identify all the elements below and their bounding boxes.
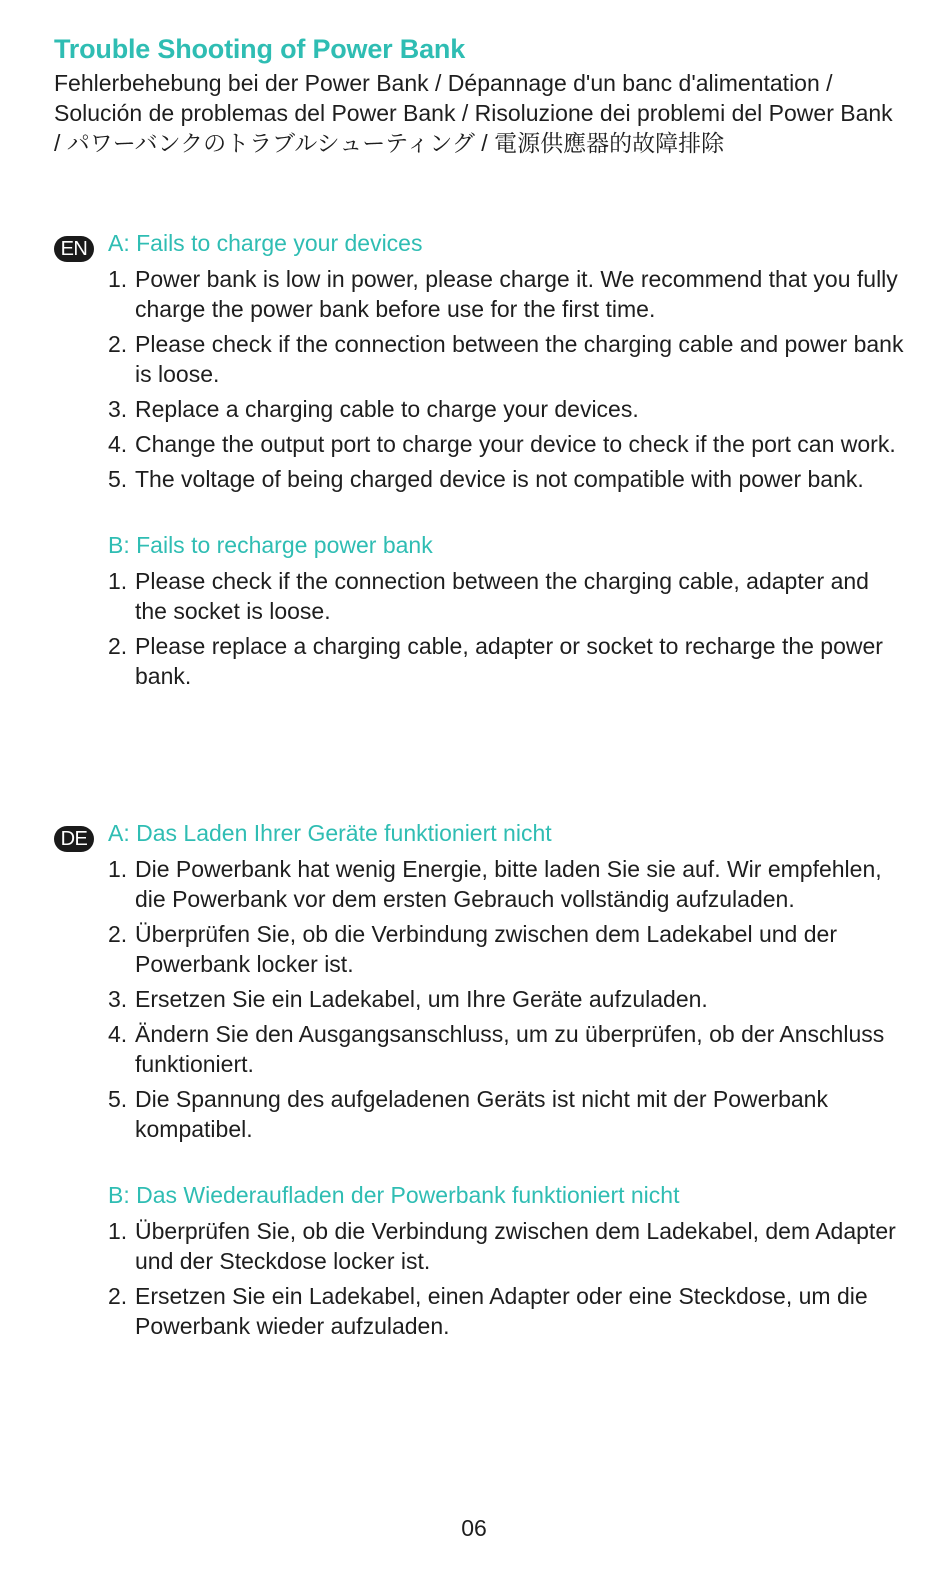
step-text: Die Powerbank hat wenig Energie, bitte laden Sie sie auf. Wir empfehlen, die Powerbank vor dem ersten Gebrauch vollständig aufzuladen. (135, 856, 882, 912)
page-subtitle: Fehlerbehebung bei der Power Bank / Dépannage d'un banc d'alimentation / Solución de problemas del Power Bank / Risoluzione dei problemi del Power Bank / パワーバンクのトラブルシューティング / 電源供應器的故障排除 (54, 70, 893, 156)
de-steps-b (108, 1216, 904, 1341)
list-item (108, 854, 904, 914)
language-badge-en: EN (54, 236, 94, 262)
section-de (54, 818, 904, 1346)
step-text: Change the output port to charge your device to check if the port can work. (135, 431, 896, 457)
step-text: Die Spannung des aufgeladenen Geräts ist nicht mit der Powerbank kompatibel. (135, 1086, 828, 1142)
step-number: 4. (108, 1021, 128, 1047)
de-steps-a (108, 854, 904, 1144)
step-number: 2. (108, 921, 128, 947)
step-text: Please replace a charging cable, adapter or socket to recharge the power bank. (135, 633, 883, 689)
step-text: Ersetzen Sie ein Ladekabel, einen Adapter oder eine Steckdose, um die Powerbank wieder aufzuladen. (135, 1283, 868, 1339)
en-heading-a: A: Fails to charge your devices (108, 230, 423, 256)
step-text: Überprüfen Sie, ob die Verbindung zwischen dem Ladekabel und der Powerbank locker ist. (135, 921, 837, 977)
step-text: Power bank is low in power, please charge it. We recommend that you fully charge the power bank before use for the first time. (135, 266, 898, 322)
language-badge-de: DE (54, 826, 94, 852)
list-item (108, 329, 904, 389)
de-heading-b: B: Das Wiederaufladen der Powerbank funktioniert nicht (108, 1182, 680, 1208)
de-subsection-a (108, 818, 904, 1144)
step-number: 3. (108, 396, 128, 422)
section-en (54, 228, 904, 696)
list-item (108, 1216, 904, 1276)
step-number: 1. (108, 1218, 128, 1244)
step-text: Ersetzen Sie ein Ladekabel, um Ihre Geräte aufzuladen. (135, 986, 708, 1012)
step-number: 1. (108, 856, 128, 882)
step-number: 2. (108, 1283, 128, 1309)
step-number: 2. (108, 331, 128, 357)
en-heading-b: B: Fails to recharge power bank (108, 532, 433, 558)
de-heading-a: A: Das Laden Ihrer Geräte funktioniert nicht (108, 820, 552, 846)
en-steps-b (108, 566, 904, 691)
en-subsection-b (108, 530, 904, 691)
step-text: The voltage of being charged device is not compatible with power bank. (135, 466, 864, 492)
step-number: 4. (108, 431, 128, 457)
list-item (108, 394, 904, 424)
step-text: Überprüfen Sie, ob die Verbindung zwischen dem Ladekabel, dem Adapter und der Steckdose locker ist. (135, 1218, 896, 1274)
list-item (108, 1084, 904, 1144)
list-item (108, 429, 904, 459)
step-number: 3. (108, 986, 128, 1012)
step-text: Please check if the connection between the charging cable, adapter and the socket is loose. (135, 568, 869, 624)
step-text: Please check if the connection between the charging cable and power bank is loose. (135, 331, 904, 387)
list-item (108, 566, 904, 626)
de-subsection-b (108, 1180, 904, 1341)
step-number: 5. (108, 466, 128, 492)
list-item (108, 1019, 904, 1079)
list-item (108, 264, 904, 324)
en-subsection-a (108, 228, 904, 494)
page-title: Trouble Shooting of Power Bank (54, 34, 466, 64)
step-number: 2. (108, 633, 128, 659)
list-item (108, 1281, 904, 1341)
step-number: 1. (108, 568, 128, 594)
list-item (108, 464, 904, 494)
en-steps-a (108, 264, 904, 494)
step-number: 1. (108, 266, 128, 292)
list-item (108, 919, 904, 979)
step-text: Replace a charging cable to charge your devices. (135, 396, 639, 422)
list-item (108, 984, 904, 1014)
list-item (108, 631, 904, 691)
step-text: Ändern Sie den Ausgangsanschluss, um zu überprüfen, ob der Anschluss funktioniert. (135, 1021, 885, 1077)
page-number: 06 (461, 1515, 487, 1541)
step-number: 5. (108, 1086, 128, 1112)
